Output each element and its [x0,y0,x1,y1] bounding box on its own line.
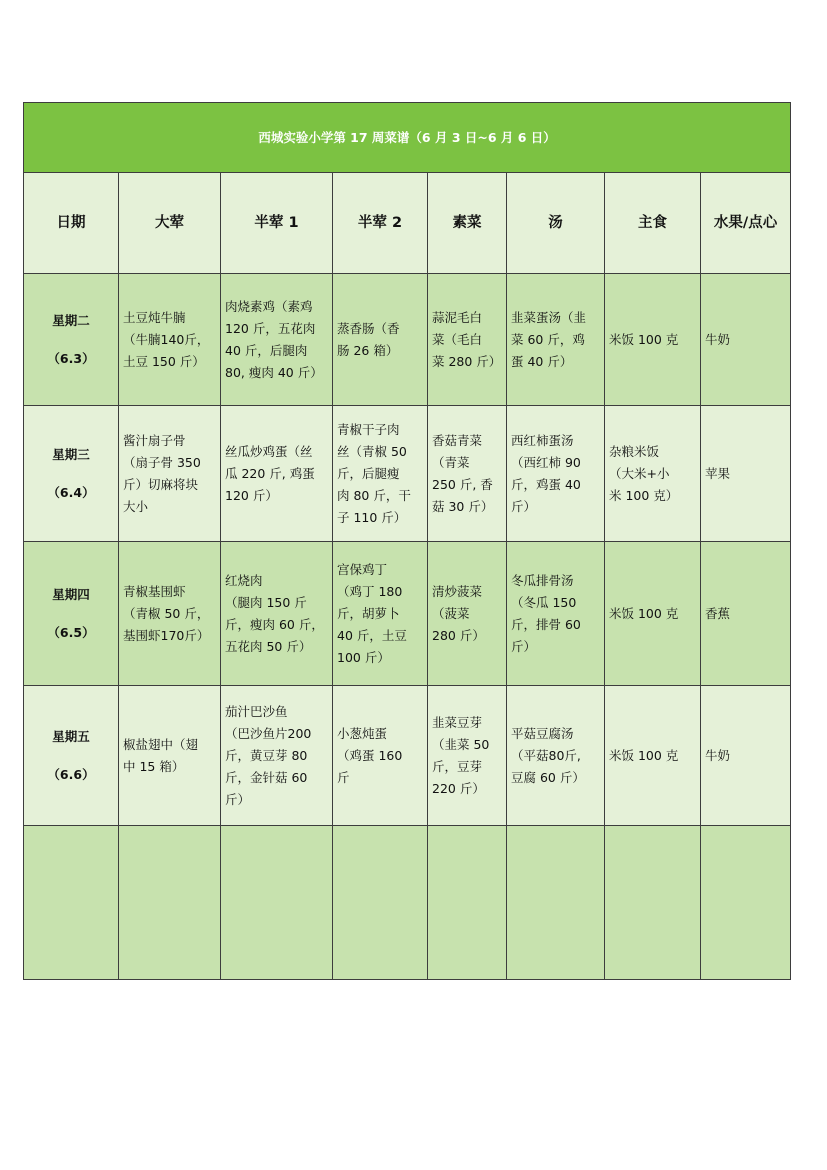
fruit-cell: 苹果 [701,406,791,542]
header-vegetable: 素菜 [428,173,507,274]
menu-table [23,102,791,980]
fruit-cell: 牛奶 [701,686,791,826]
header-half-meat-1: 半荤 1 [221,173,333,274]
empty-cell [428,826,507,980]
day-cell [24,686,119,826]
main-meat-cell: 椒盐翅中（翅 中 15 箱） [119,686,221,826]
date-label: （6.3） [47,350,95,366]
weekday-label: 星期四 [52,586,90,602]
staple-cell: 米饭 100 克 [605,274,701,406]
empty-cell [701,826,791,980]
soup-cell: 韭菜蛋汤（韭 菜 60 斤，鸡 蛋 40 斤） [507,274,605,406]
table-row [24,542,791,686]
header-row [24,173,791,274]
weekday-label: 星期二 [52,312,90,328]
date-label: （6.5） [47,624,95,640]
menu-title: 西城实验小学第 17 周菜谱（6 月 3 日~6 月 6 日） [24,103,791,173]
staple-cell: 杂粮米饭 （大米+小 米 100 克） [605,406,701,542]
header-soup: 汤 [507,173,605,274]
half-meat-1-cell: 茄汁巴沙鱼 （巴沙鱼片200 斤，黄豆芽 80 斤，金针菇 60 斤） [221,686,333,826]
soup-cell: 平菇豆腐汤 （平菇80斤, 豆腐 60 斤） [507,686,605,826]
header-date: 日期 [24,173,119,274]
empty-cell [333,826,428,980]
vegetable-cell: 清炒菠菜 （菠菜 280 斤） [428,542,507,686]
date-label: （6.4） [47,484,95,500]
main-meat-cell: 青椒基围虾 （青椒 50 斤， 基围虾170斤） [119,542,221,686]
title-row [24,103,791,173]
half-meat-1-cell: 红烧肉 （腿肉 150 斤 斤，瘦肉 60 斤， 五花肉 50 斤） [221,542,333,686]
half-meat-1-cell: 丝瓜炒鸡蛋（丝 瓜 220 斤, 鸡蛋 120 斤） [221,406,333,542]
day-cell [24,274,119,406]
table-row [24,406,791,542]
empty-cell [24,826,119,980]
main-meat-cell: 土豆炖牛腩 （牛腩140斤， 土豆 150 斤） [119,274,221,406]
header-fruit-snack: 水果/点心 [701,173,791,274]
weekday-label: 星期三 [52,446,90,462]
empty-cell [119,826,221,980]
weekday-label: 星期五 [52,728,90,744]
main-meat-cell: 酱汁扇子骨 （扇子骨 350 斤）切麻将块 大小 [119,406,221,542]
fruit-cell: 香蕉 [701,542,791,686]
date-label: （6.6） [47,766,95,782]
half-meat-2-cell: 小葱炖蛋 （鸡蛋 160 斤 [333,686,428,826]
staple-cell: 米饭 100 克 [605,542,701,686]
soup-cell: 冬瓜排骨汤 （冬瓜 150 斤，排骨 60 斤） [507,542,605,686]
vegetable-cell: 韭菜豆芽 （韭菜 50 斤，豆芽 220 斤） [428,686,507,826]
day-cell [24,542,119,686]
table-row [24,686,791,826]
empty-cell [221,826,333,980]
fruit-cell: 牛奶 [701,274,791,406]
empty-cell [507,826,605,980]
empty-row [24,826,791,980]
day-cell [24,406,119,542]
header-staple: 主食 [605,173,701,274]
half-meat-2-cell: 青椒干子肉 丝（青椒 50 斤，后腿瘦 肉 80 斤，干 子 110 斤） [333,406,428,542]
vegetable-cell: 香菇青菜 （青菜 250 斤, 香 菇 30 斤） [428,406,507,542]
table-row [24,274,791,406]
half-meat-2-cell: 宫保鸡丁 （鸡丁 180 斤，胡萝卜 40 斤，土豆 100 斤） [333,542,428,686]
half-meat-1-cell: 肉烧素鸡（素鸡 120 斤，五花肉 40 斤，后腿肉 80, 瘦肉 40 斤） [221,274,333,406]
staple-cell: 米饭 100 克 [605,686,701,826]
header-main-meat: 大荤 [119,173,221,274]
vegetable-cell: 蒜泥毛白 菜（毛白 菜 280 斤） [428,274,507,406]
soup-cell: 西红柿蛋汤 （西红柿 90 斤，鸡蛋 40 斤） [507,406,605,542]
half-meat-2-cell: 蒸香肠（香 肠 26 箱） [333,274,428,406]
header-half-meat-2: 半荤 2 [333,173,428,274]
empty-cell [605,826,701,980]
